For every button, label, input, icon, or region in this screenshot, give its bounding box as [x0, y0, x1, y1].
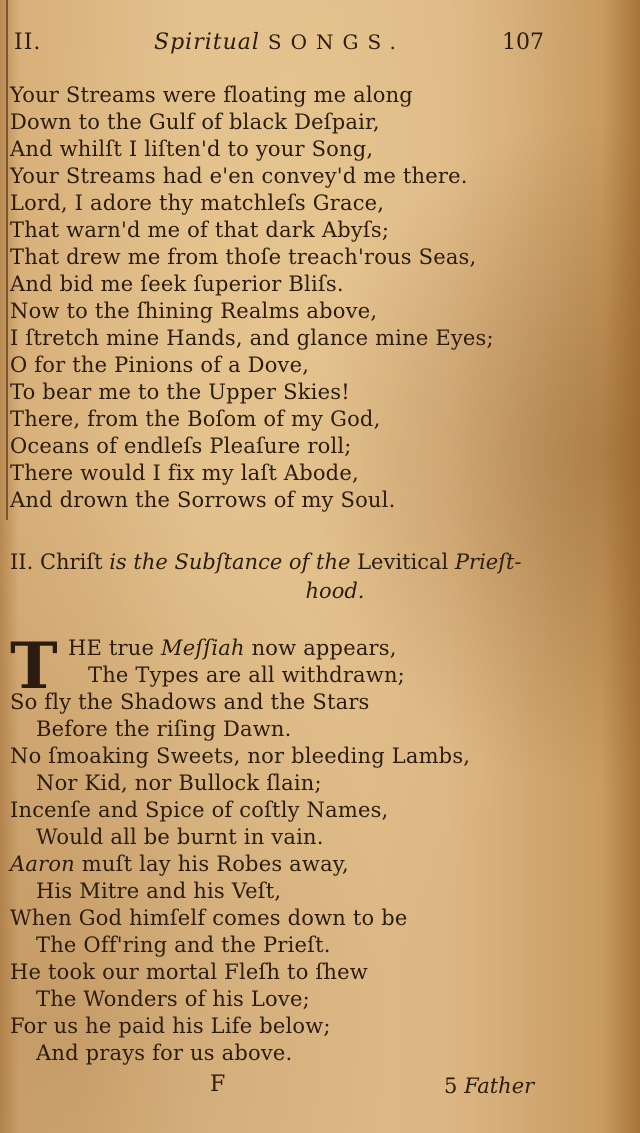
section-title — [10, 548, 620, 606]
hymn-line: He took our mortal Fleſh to ſhew — [10, 960, 368, 984]
poem-line: Down to the Gulf of black Deſpair, — [10, 110, 380, 134]
section-word-levitical: Levitical — [357, 550, 449, 574]
hymn-line: For us he paid his Life below; — [10, 1014, 331, 1038]
hymn-line-aaron — [10, 851, 610, 878]
signature-mark: F — [210, 1072, 226, 1097]
catchword-text: Father — [464, 1074, 535, 1098]
poem-line: Oceans of endleſs Pleaſure roll; — [10, 434, 352, 458]
poem-line: Now to the ſhining Realms above, — [10, 299, 378, 323]
hymn-line: And prays for us above. — [36, 1041, 293, 1065]
poem-line: And bid me ſeek ſuperior Bliſs. — [10, 272, 344, 296]
section-italic-phrase: is the Subſtance of the — [109, 550, 351, 574]
poem-line: Your Streams had e'en convey'd me there. — [10, 164, 468, 188]
poem-line: There, from the Boſom of my God, — [10, 407, 381, 431]
hymn-line: His Mitre and his Veſt, — [36, 879, 282, 903]
hymn-first-rest: HE true — [68, 636, 155, 660]
section-word-christ: Chriſt — [39, 550, 103, 574]
hymn-aaron-rest: muſt lay his Robes away, — [81, 852, 349, 876]
poem-line: That warn'd me of that dark Abyſs; — [10, 218, 390, 242]
header-title — [154, 30, 405, 55]
section-word-priest: Prieſt- — [454, 550, 522, 574]
poem-line: Lord, I adore thy matchleſs Grace, — [10, 191, 385, 215]
poem-stanza — [10, 82, 610, 514]
hymn-first-end: now appears, — [251, 636, 397, 660]
hymn-line: Before the riſing Dawn. — [36, 717, 292, 741]
section-title-line2: hood. — [305, 579, 365, 603]
section-number: II. — [10, 550, 34, 574]
hymn-aaron: Aaron — [10, 852, 75, 876]
hymn-line: The Types are all withdrawn; — [88, 663, 405, 687]
poem-line: To bear me to the Upper Skies! — [10, 380, 350, 404]
poem-line: O for the Pinions of a Dove, — [10, 353, 310, 377]
poem-line: There would I fix my laſt Abode, — [10, 461, 359, 485]
hymn-line: Nor Kid, nor Bullock ſlain; — [36, 771, 322, 795]
hymn-line: When God himſelf comes down to be — [10, 906, 408, 930]
poem-line: I ſtretch mine Hands, and glance mine Eyes; — [10, 326, 494, 350]
poem-line: That drew me from thoſe treach'rous Seas, — [10, 245, 477, 269]
hymn-line: Incenſe and Spice of coſtly Names, — [10, 798, 389, 822]
gutter-line — [6, 0, 8, 520]
header-section-number: II. — [14, 30, 42, 55]
header-title-caps: SONGS. — [267, 30, 405, 54]
catchword — [444, 1074, 534, 1098]
hymn-line: The Off'ring and the Prieſt. — [36, 933, 331, 957]
page-number: 107 — [502, 30, 544, 55]
header-title-italic: Spiritual — [154, 30, 260, 55]
hymn-line: The Wonders of his Love; — [36, 987, 310, 1011]
poem-line: And drown the Sorrows of my Soul. — [10, 488, 396, 512]
hymn-line: So fly the Shadows and the Stars — [10, 690, 370, 714]
page-footer — [0, 1072, 640, 1112]
hymn-line: Would all be burnt in vain. — [36, 825, 324, 849]
hymn-first-line — [10, 635, 610, 662]
drop-cap: T — [10, 629, 58, 704]
hymn-messiah: Meſſiah — [161, 636, 245, 660]
hymn-line: No ſmoaking Sweets, nor bleeding Lambs, — [10, 744, 471, 768]
running-header — [14, 30, 544, 60]
poem-line: Your Streams were floating me along — [10, 83, 413, 107]
hymn-text — [10, 629, 610, 1067]
catchword-number: 5 — [444, 1074, 458, 1098]
poem-line: And whilſt I liſten'd to your Song, — [10, 137, 374, 161]
